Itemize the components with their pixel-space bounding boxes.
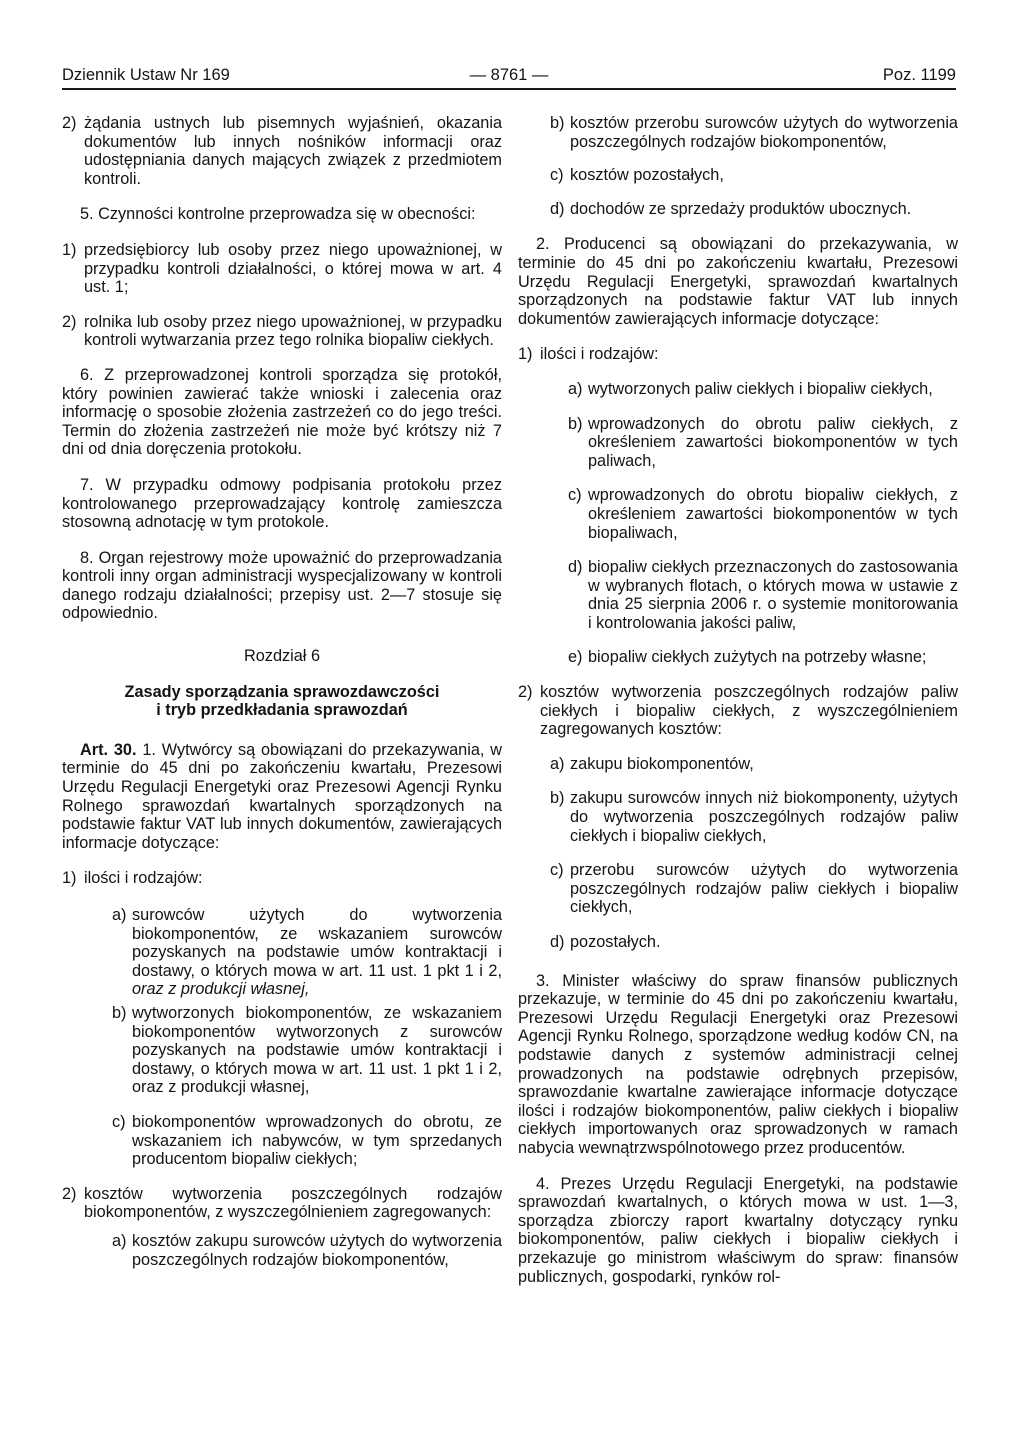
item-text: przedsiębiorcy lub osoby przez niego upoważnionej, w przypadku kontroli działalności, o której mowa w art. 4 ust. 1;: [84, 240, 502, 297]
item-text: biopaliw ciekłych przeznaczonych do zastosowania w wybranych flotach, o których mowa w ustawie z dnia 25 sierpnia 2006 r. o systemie monitorowania i kontrolowania jakości paliw,: [588, 558, 958, 632]
item-letter: e): [568, 648, 583, 667]
item-text-part: oraz z produkcji własnej,: [132, 980, 310, 999]
item-letter: c): [112, 1112, 126, 1131]
list-item: [518, 200, 958, 219]
item-text: wytworzonych paliw ciekłych i biopaliw ciekłych,: [588, 379, 933, 398]
item-letter: a): [112, 1231, 127, 1250]
item-letter: b): [550, 114, 565, 132]
item-letter: a): [112, 906, 127, 924]
item-text: kosztów zakupu surowców użytych do wytworzenia poszczególnych rodzajów biokomponentów,: [132, 1231, 502, 1269]
item-number: 2): [62, 114, 77, 132]
paragraph-8: 8. Organ rejestrowy może upoważnić do przeprowadzania kontroli inny organ administracji wyspecjalizowany w kontroli danego rodzaju działalności; przepisy ust. 2—7 stosuje się odpowiednio.: [62, 548, 502, 623]
item-text: rolnika lub osoby przez niego upoważnionej, w przypadku kontroli wytwarzania przez tego rolnika biopaliw ciekłych.: [84, 312, 502, 350]
list-item: [518, 345, 958, 364]
right-column: [518, 114, 958, 1286]
item-text: pozostałych.: [570, 933, 661, 951]
page-number: — 8761 —: [469, 66, 549, 84]
item-text-part: surowców użytych do wytworzenia biokomponentów, ze wskazaniem surowców pozyskanych na podstawie umów kontraktacji i dostawy, o których mowa w art. 11 ust. 1 pkt 1 i 2,: [132, 906, 502, 980]
list-item: [62, 1185, 502, 1222]
list-item: [518, 648, 958, 667]
chapter-title-line-1: Zasady sporządzania sprawozdawczości: [124, 682, 440, 701]
item-text: żądania ustnych lub pisemnych wyjaśnień, okazania dokumentów lub innych nośników informacji oraz udostępniania danych mających związek z przedmiotem kontroli.: [84, 114, 502, 188]
item-text: dochodów ze sprzedaży produktów ubocznych.: [570, 199, 912, 218]
list-item: [518, 114, 958, 151]
chapter-title-line-2: i tryb przedkładania sprawozdań: [156, 701, 408, 720]
item-number: 1): [62, 240, 77, 259]
item-text: przerobu surowców użytych do wytworzenia poszczególnych rodzajów paliw ciekłych i biopaliw ciekłych,: [570, 861, 958, 917]
item-letter: a): [568, 379, 583, 398]
list-item: [518, 755, 958, 774]
paragraph-2: 2. Producenci są obowiązani do przekazywania, w terminie do 45 dni po zakończeniu kwartału, Prezesowi Urzędu Regulacji Energetyki, sprawozdań kwartalnych sporządzonych na podstawie faktur VAT lub innych dokumentów zawierających informacje dotyczące:: [518, 235, 958, 328]
article-label: Art. 30.: [80, 740, 137, 759]
item-text: kosztów wytworzenia poszczególnych rodzajów biokomponentów, z wyszczególnieniem zagregowanych:: [84, 1184, 502, 1222]
item-number: 2): [62, 312, 77, 331]
list-item: [518, 166, 958, 185]
item-letter: d): [568, 558, 583, 577]
item-text: kosztów pozostałych,: [570, 166, 724, 185]
item-text: ilości i rodzajów:: [540, 345, 659, 364]
item-number: 1): [518, 345, 533, 364]
item-letter: d): [550, 933, 565, 951]
item-number: 2): [62, 1184, 77, 1203]
item-text: kosztów wytworzenia poszczególnych rodzajów paliw ciekłych i biopaliw ciekłych, z wyszczególnieniem zagregowanych kosztów:: [540, 683, 958, 739]
position-number: Poz. 1199: [882, 66, 956, 84]
item-text: biokomponentów wprowadzonych do obrotu, ze wskazaniem ich nabywców, w tym sprzedanych producentom biopaliw ciekłych;: [132, 1112, 502, 1169]
list-item: [62, 1004, 502, 1097]
item-number: 1): [62, 869, 77, 888]
left-column: [62, 114, 502, 1269]
article-text: 1. Wytwórcy są obowiązani do przekazywania, w terminie do 45 dni po zakończeniu kwartału, Prezesowi Urzędu Regulacji Energetyki oraz Prezesowi Agencji Rynku Rolnego sprawozdań kwartalnych sporządzonych na podstawie faktur VAT lub innych dokumentów, zawierających informacje dotyczące:: [62, 740, 502, 852]
article-30-paragraph: [62, 741, 502, 853]
item-text: wprowadzonych do obrotu biopaliw ciekłych, z określeniem zawartości biokomponentów w tych biopaliwach,: [588, 486, 958, 542]
item-letter: a): [550, 754, 565, 773]
item-letter: b): [568, 414, 583, 433]
item-letter: b): [112, 1003, 127, 1022]
list-item: [518, 415, 958, 471]
list-item: [518, 789, 958, 845]
list-item: [62, 906, 502, 999]
item-letter: c): [550, 861, 564, 880]
list-item: [62, 1232, 502, 1269]
list-item: [62, 313, 502, 350]
item-text: wytworzonych biokomponentów, ze wskazaniem biokomponentów wytworzonych z surowców pozyskanych na podstawie umów kontraktacji i dostawy, o których mowa w art. 11 ust. 1 pkt 1 i 2, oraz z produkcji własnej,: [132, 1003, 502, 1097]
paragraph-4: 4. Prezes Urzędu Regulacji Energetyki, na podstawie sprawozdań kwartalnych, o których mowa w ust. 1—3, sporządza zbiorczy raport kwartalny dotyczący rynku biokomponentów, paliw ciekłych i biopaliw ciekłych i przekazuje go ministrom właściwym do spraw: finansów publicznych, gospodarki, rynków rol-: [518, 1174, 958, 1286]
item-text: zakupu surowców innych niż biokomponenty, użytych do wytworzenia poszczególnych rodzajów paliw ciekłych i biopaliw ciekłych,: [570, 789, 958, 845]
item-text: wprowadzonych do obrotu paliw ciekłych, z określeniem zawartości biokomponentów w tych paliwach,: [588, 414, 958, 470]
page-header: [62, 64, 956, 90]
journal-title: Dziennik Ustaw Nr 169: [62, 66, 230, 84]
list-item: [62, 869, 502, 888]
list-item: [518, 683, 958, 739]
item-text: biopaliw ciekłych zużytych na potrzeby własne;: [588, 648, 927, 667]
paragraph-5: 5. Czynności kontrolne przeprowadza się w obecności:: [80, 205, 476, 224]
list-item: [518, 861, 958, 917]
list-item: [62, 114, 502, 188]
chapter-number: Rozdział 6: [243, 647, 321, 666]
item-text: ilości i rodzajów:: [84, 869, 203, 888]
paragraph-7: 7. W przypadku odmowy podpisania protokołu przez kontrolowanego przeprowadzający kontrolę zamieszcza stosowną adnotację w tym protokole.: [62, 475, 502, 532]
item-text: [132, 906, 502, 999]
paragraph-6: 6. Z przeprowadzonej kontroli sporządza się protokół, który powinien zawierać także wnioski i zalecenia oraz informację o sposobie złożenia zastrzeżeń co do jego treści. Termin do złożenia zastrzeżeń nie może być krótszy niż 7 dni od dnia doręczenia protokołu.: [62, 365, 502, 459]
paragraph-3: 3. Minister właściwy do spraw finansów publicznych przekazuje, w terminie do 45 dni po zakończeniu kwartału, Prezesowi Urzędu Regulacji Energetyki oraz Prezesowi Agencji Rynku Rolnego, sporządzone według kodów CN, na podstawie danych z systemów administracji celnej prowadzonych na podstawie odrębnych przepisów, sprawozdanie kwartalne zawierające informacje dotyczące ilości i rodzajów biokomponentów, paliw ciekłych i biopaliw ciekłych importowanych oraz sprowadzonych w ramach nabycia wewnątrzwspólnotowego przez producentów.: [518, 971, 958, 1157]
item-text: kosztów przerobu surowców użytych do wytworzenia poszczególnych rodzajów biokomponentów,: [570, 114, 958, 151]
list-item: [518, 933, 958, 952]
item-letter: d): [550, 199, 565, 218]
list-item: [62, 241, 502, 297]
list-item: [518, 486, 958, 542]
list-item: [518, 380, 958, 399]
list-item: [518, 558, 958, 632]
item-number: 2): [518, 683, 533, 702]
item-letter: b): [550, 789, 565, 808]
item-letter: c): [550, 166, 564, 185]
item-text: zakupu biokomponentów,: [570, 754, 754, 773]
item-letter: c): [568, 486, 582, 505]
list-item: [62, 1113, 502, 1169]
